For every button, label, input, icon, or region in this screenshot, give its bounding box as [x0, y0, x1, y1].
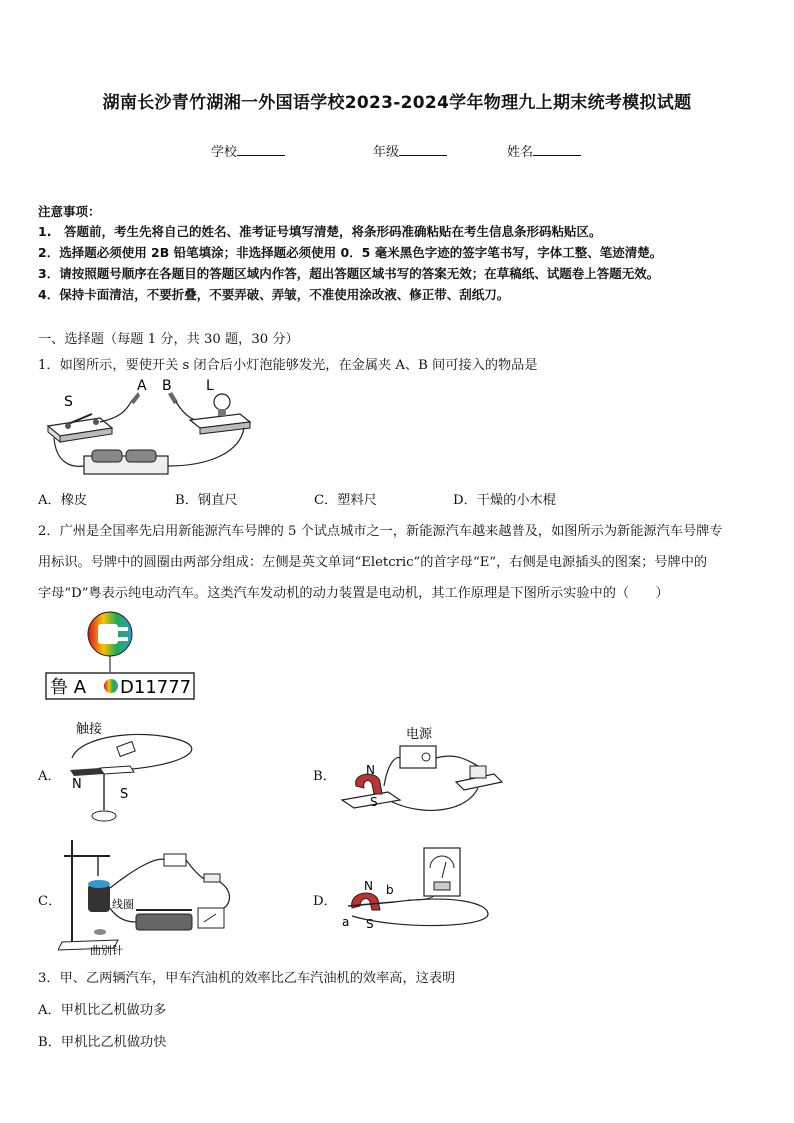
- magnet-n-label: N: [366, 763, 375, 777]
- q1-label-a: A: [137, 378, 147, 394]
- q3-stem: 3．甲、乙两辆汽车，甲车汽油机的效率比乙车汽油机的效率高，这表明: [38, 971, 456, 986]
- q3-option-a: A．甲机比乙机做功多: [38, 1003, 167, 1018]
- power-label: 电源: [406, 727, 433, 742]
- magnet-s-label: S: [370, 795, 378, 809]
- plate-province: 鲁 A: [50, 677, 87, 698]
- q1-option-d: D．干燥的小木棍: [453, 493, 556, 508]
- q2-option-a-label: A．: [38, 769, 61, 784]
- q1-label-l: L: [206, 378, 214, 394]
- notice-item: 1. 答题前，考生先将自己的姓名、准考证号填写清楚，将条形码准确粘贴在考生信息条形码粘贴区。: [38, 224, 602, 239]
- q1-option-a: A．橡皮: [38, 493, 88, 508]
- section-heading: 一、选择题（每题 1 分，共 30 题，30 分）: [38, 332, 299, 347]
- needle-n-label: N: [72, 777, 82, 792]
- ev-logo-icon: [88, 612, 132, 672]
- q1-label-s: S: [64, 394, 73, 410]
- q1-option-b: B．钢直尺: [175, 493, 238, 508]
- notice-item: 2．选择题必须使用 2B 铅笔填涂；非选择题必须使用 0．5 毫米黑色字迹的签字笔书写，字体工整、笔迹清楚。: [38, 245, 663, 260]
- q2-option-a-figure: [60, 718, 210, 828]
- d-a-label: a: [342, 915, 350, 929]
- grade-blank: [399, 143, 447, 156]
- d-b-label: b: [386, 883, 394, 897]
- notice-heading: 注意事项：: [38, 204, 101, 219]
- name-field: [507, 141, 581, 160]
- notice-item: 3．请按照题号顺序在各题目的答题区域内作答，超出答题区域书写的答案无效；在草稿纸、试题卷上答题无效。: [38, 266, 660, 281]
- q1-label-b: B: [162, 378, 172, 394]
- q2-option-b-label: B．: [313, 769, 336, 784]
- page-title: 湖南长沙青竹湖湘一外国语学校2023-2024学年物理九上期末统考模拟试题: [102, 93, 692, 113]
- grade-field: [373, 141, 447, 160]
- d-s-label: S: [366, 917, 374, 931]
- q1-option-c: C．塑料尺: [314, 493, 377, 508]
- school-blank: [237, 143, 285, 156]
- plate-number: D11777: [120, 677, 192, 698]
- notice-item: 4．保持卡面清洁，不要折叠，不要弄破、弄皱，不准使用涂改液、修正带、刮纸刀。: [38, 287, 510, 302]
- q2-option-c-figure: [58, 836, 258, 958]
- q2-option-b-figure: [338, 722, 508, 822]
- q2-stem-line: 字母“D”粤表示纯电动汽车。这类汽车发动机的动力装置是电动机，其工作原理是下图所示实验中的（ ）: [38, 586, 669, 601]
- paperclip-label: 曲别针: [90, 944, 123, 957]
- school-label: 学校: [211, 145, 238, 160]
- q3-option-b: B．甲机比乙机做功快: [38, 1035, 167, 1050]
- d-n-label: N: [364, 879, 373, 893]
- name-blank: [533, 143, 581, 156]
- school-field: [211, 141, 285, 160]
- name-label: 姓名: [507, 145, 534, 160]
- q2-option-d-label: D．: [313, 894, 337, 909]
- ev-plate-figure: [40, 610, 200, 705]
- needle-s-label: S: [120, 787, 129, 802]
- q2-option-d-figure: [338, 844, 508, 936]
- q2-stem-line: 2．广州是全国率先启用新能源汽车号牌的 5 个试点城市之一，新能源汽车越来越普及，如图所示为新能源汽车号牌专: [38, 524, 723, 539]
- grade-label: 年级: [373, 145, 400, 160]
- coil-label: 线圈: [112, 898, 134, 911]
- q2-stem-line: 用标识。号牌中的圆圈由两部分组成：左侧是英文单词“Eletcric”的首字母“E”，右侧是电源插头的图案；号牌中的: [38, 555, 708, 570]
- q1-circuit-figure: [40, 378, 280, 478]
- q2-option-c-label: C．: [38, 894, 62, 909]
- q1-stem: 1．如图所示，要使开关 s 闭合后小灯泡能够发光，在金属夹 A、B 间可接入的物品是: [38, 358, 538, 373]
- touch-label: 触接: [76, 722, 103, 737]
